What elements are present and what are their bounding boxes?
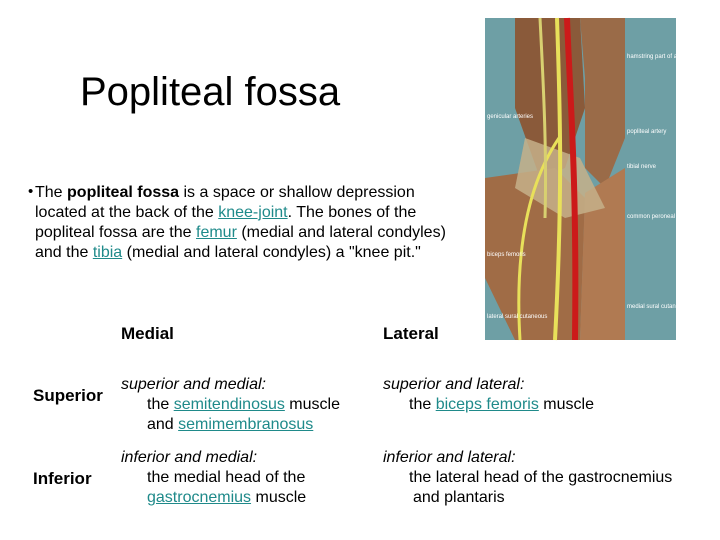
label-genicular: genicular arteries bbox=[487, 114, 534, 120]
label-medial-sural: medial sural cutaneous bbox=[627, 304, 689, 310]
text-run: . The bones of the popliteal fossa are the bbox=[35, 204, 417, 241]
label-common-peroneal: common peroneal nerve bbox=[627, 214, 692, 220]
text-line: and plantaris bbox=[413, 489, 505, 506]
link-femur[interactable]: femur bbox=[196, 224, 237, 241]
text-run: and bbox=[147, 416, 179, 433]
bullet-dot: • bbox=[28, 183, 34, 200]
label-hamstring: hamstring part of adductor magnus bbox=[627, 54, 720, 60]
text-run: the bbox=[409, 396, 436, 413]
text-run: the bbox=[147, 396, 174, 413]
text-run: is a space or shallow depression located at the back of the bbox=[35, 184, 415, 221]
col-header-lateral: Lateral bbox=[383, 324, 439, 343]
link-biceps-femoris[interactable]: biceps femoris bbox=[435, 396, 539, 413]
text-run: muscle bbox=[284, 396, 340, 413]
link-tibia[interactable]: tibia bbox=[92, 244, 123, 261]
text-run: muscle bbox=[538, 396, 594, 413]
text-run: muscle bbox=[251, 489, 307, 506]
cell-title: inferior and lateral: bbox=[383, 449, 516, 466]
link-gastrocnemius[interactable]: gastrocnemius bbox=[147, 489, 252, 506]
label-popliteal-artery: popliteal artery bbox=[627, 129, 667, 135]
col-header-medial: Medial bbox=[121, 324, 174, 343]
text-line: the medial head of the bbox=[147, 469, 306, 486]
cell-title: inferior and medial: bbox=[121, 449, 258, 466]
link-semitendinosus[interactable]: semitendinosus bbox=[173, 396, 285, 413]
cell-title: superior and medial: bbox=[121, 376, 266, 393]
popliteal-fossa-anatomy-figure bbox=[485, 18, 720, 340]
cell-superior-lateral bbox=[383, 375, 683, 415]
bullet-text bbox=[35, 183, 447, 263]
text-run: (medial and lateral condyles) a "knee pit." bbox=[122, 244, 421, 261]
label-lateral-sural: lateral sural cutaneous bbox=[487, 314, 548, 320]
cell-title: superior and lateral: bbox=[383, 376, 525, 393]
cell-inferior-medial bbox=[121, 448, 376, 508]
term-popliteal-fossa: popliteal fossa bbox=[67, 184, 180, 201]
text-line: the lateral head of the gastrocnemius bbox=[409, 469, 673, 486]
label-biceps: biceps femoris bbox=[487, 252, 526, 258]
cell-inferior-lateral bbox=[383, 448, 713, 508]
text-run: (medial and lateral condyles) and the bbox=[35, 224, 446, 261]
label-tibial-nerve: tibial nerve bbox=[627, 164, 657, 170]
link-knee-joint[interactable]: knee-joint bbox=[218, 204, 288, 221]
row-label-inferior: Inferior bbox=[33, 469, 92, 488]
row-label-superior: Superior bbox=[33, 386, 103, 405]
link-semimembranosus[interactable]: semimembranosus bbox=[178, 416, 314, 433]
cell-superior-medial bbox=[121, 375, 376, 435]
slide-title: Popliteal fossa bbox=[80, 70, 341, 114]
text-run: The bbox=[35, 184, 68, 201]
